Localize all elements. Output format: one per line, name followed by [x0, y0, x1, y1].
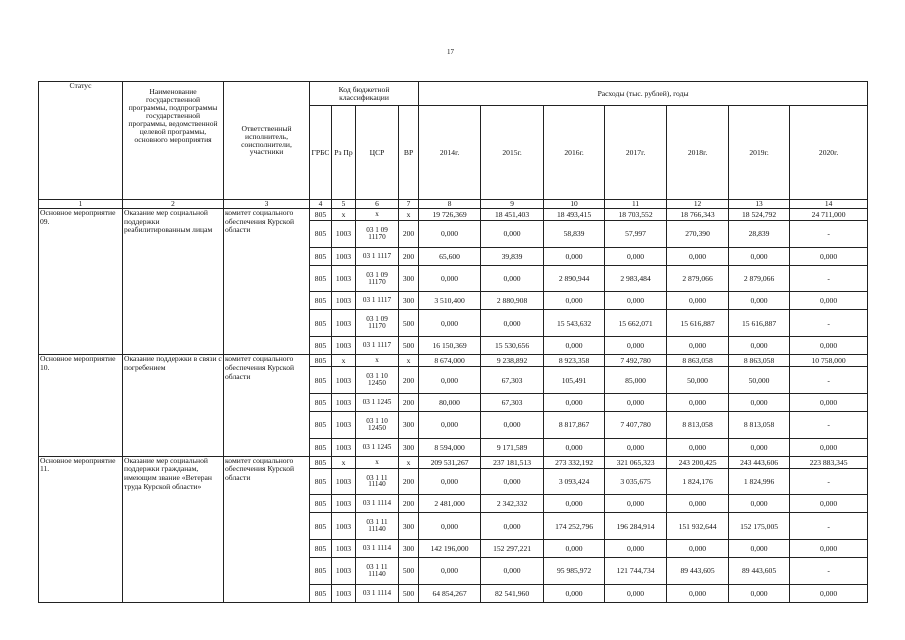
amount-cell: 18 703,552 — [605, 209, 667, 221]
grbs-cell: 805 — [310, 558, 332, 585]
amount-cell: 0,000 — [790, 292, 868, 310]
header-year: 2019г. — [729, 106, 790, 200]
amount-cell: 85,000 — [605, 367, 667, 394]
amount-cell: 15 616,887 — [729, 310, 790, 337]
amount-cell: 0,000 — [419, 513, 481, 540]
amount-cell: 223 883,345 — [790, 456, 868, 468]
grbs-cell: 805 — [310, 221, 332, 248]
header-csr: ЦСР — [356, 106, 399, 200]
amount-cell: 82 541,960 — [481, 584, 544, 602]
column-number: 3 — [224, 200, 310, 209]
amount-cell: 0,000 — [605, 292, 667, 310]
column-number: 8 — [419, 200, 481, 209]
amount-cell: 0,000 — [667, 540, 729, 558]
amount-cell: 0,000 — [544, 495, 605, 513]
column-number: 11 — [605, 200, 667, 209]
amount-cell: 0,000 — [605, 584, 667, 602]
header-year: 2020г. — [790, 106, 868, 200]
amount-cell: - — [790, 558, 868, 585]
rzpr-cell: х — [332, 209, 356, 221]
rzpr-cell: 1003 — [332, 584, 356, 602]
amount-cell: 0,000 — [605, 495, 667, 513]
vr-cell: 200 — [399, 367, 419, 394]
amount-cell: 0,000 — [419, 558, 481, 585]
grbs-cell: 805 — [310, 540, 332, 558]
amount-cell: 2 983,484 — [605, 265, 667, 292]
amount-cell: 0,000 — [790, 495, 868, 513]
amount-cell: 9 238,892 — [481, 355, 544, 367]
budget-table — [38, 81, 868, 603]
amount-cell: 0,000 — [790, 247, 868, 265]
header-year: 2017г. — [605, 106, 667, 200]
amount-cell: 67,303 — [481, 367, 544, 394]
amount-cell: 18 766,343 — [667, 209, 729, 221]
amount-cell: 0,000 — [605, 438, 667, 456]
status-cell: Основное мероприятие 10. — [39, 355, 123, 456]
vr-cell: 200 — [399, 393, 419, 411]
amount-cell: 18 451,403 — [481, 209, 544, 221]
amount-cell: 15 543,632 — [544, 310, 605, 337]
header-status: Статус — [39, 82, 123, 200]
vr-cell: 200 — [399, 247, 419, 265]
amount-cell: 24 711,000 — [790, 209, 868, 221]
grbs-cell: 805 — [310, 468, 332, 495]
grbs-cell: 805 — [310, 438, 332, 456]
vr-cell: 500 — [399, 310, 419, 337]
amount-cell: 64 854,267 — [419, 584, 481, 602]
amount-cell: 58,839 — [544, 221, 605, 248]
amount-cell: 0,000 — [667, 495, 729, 513]
csr-cell: 03 1 1114 — [356, 584, 399, 602]
amount-cell: 0,000 — [419, 310, 481, 337]
amount-cell: 0,000 — [481, 221, 544, 248]
amount-cell: 8 813,058 — [729, 411, 790, 438]
vr-cell: 300 — [399, 438, 419, 456]
column-number: 4 — [310, 200, 332, 209]
csr-cell: 03 1 09 11170 — [356, 310, 399, 337]
amount-cell: - — [790, 367, 868, 394]
amount-cell: 0,000 — [729, 540, 790, 558]
csr-cell: 03 1 1114 — [356, 495, 399, 513]
vr-cell: 300 — [399, 513, 419, 540]
amount-cell: 2 890,944 — [544, 265, 605, 292]
event-name-cell: Оказание мер социальной поддержки гражданам, имеющим звание «Ветеран труда Курской области» — [123, 456, 224, 602]
amount-cell: 2 880,908 — [481, 292, 544, 310]
amount-cell: 2 879,066 — [667, 265, 729, 292]
amount-cell: - — [790, 468, 868, 495]
amount-cell: 273 332,192 — [544, 456, 605, 468]
vr-cell: 200 — [399, 468, 419, 495]
amount-cell: 0,000 — [667, 584, 729, 602]
amount-cell: 0,000 — [605, 540, 667, 558]
vr-cell: 500 — [399, 558, 419, 585]
amount-cell: - — [790, 411, 868, 438]
executor-cell: комитет социального обеспечения Курской области — [224, 209, 310, 355]
vr-cell: 300 — [399, 265, 419, 292]
amount-cell: 243 443,606 — [729, 456, 790, 468]
header-executor: Ответственный исполнитель, соисполнители, участники — [224, 82, 310, 200]
amount-cell: 0,000 — [605, 393, 667, 411]
rzpr-cell: 1003 — [332, 221, 356, 248]
amount-cell: 0,000 — [729, 438, 790, 456]
grbs-cell: 805 — [310, 513, 332, 540]
rzpr-cell: 1003 — [332, 367, 356, 394]
status-cell: Основное мероприятие 09. — [39, 209, 123, 355]
amount-cell: 89 443,605 — [729, 558, 790, 585]
amount-cell: 0,000 — [790, 337, 868, 355]
amount-cell: 50,000 — [729, 367, 790, 394]
amount-cell: 8 863,058 — [729, 355, 790, 367]
csr-cell: 03 1 1114 — [356, 540, 399, 558]
amount-cell: 196 284,914 — [605, 513, 667, 540]
column-number: 9 — [481, 200, 544, 209]
csr-cell: 03 1 1117 — [356, 247, 399, 265]
amount-cell: 0,000 — [667, 438, 729, 456]
rzpr-cell: 1003 — [332, 468, 356, 495]
table-body — [39, 209, 868, 603]
amount-cell: 151 932,644 — [667, 513, 729, 540]
amount-cell: 0,000 — [729, 495, 790, 513]
csr-cell: 03 1 1245 — [356, 438, 399, 456]
amount-cell: 152 297,221 — [481, 540, 544, 558]
amount-cell: 3 035,675 — [605, 468, 667, 495]
amount-cell: 0,000 — [605, 247, 667, 265]
header-budget-code: Код бюджетной классификации — [310, 82, 419, 106]
amount-cell: 57,997 — [605, 221, 667, 248]
column-number: 14 — [790, 200, 868, 209]
rzpr-cell: 1003 — [332, 337, 356, 355]
amount-cell: 0,000 — [667, 393, 729, 411]
amount-cell: 8 813,058 — [667, 411, 729, 438]
amount-cell: 10 758,000 — [790, 355, 868, 367]
amount-cell: 0,000 — [544, 292, 605, 310]
csr-cell: 03 1 11 11140 — [356, 558, 399, 585]
column-number: 10 — [544, 200, 605, 209]
amount-cell: 15 530,656 — [481, 337, 544, 355]
column-number: 5 — [332, 200, 356, 209]
amount-cell: 0,000 — [729, 393, 790, 411]
grbs-cell: 805 — [310, 367, 332, 394]
amount-cell: 105,491 — [544, 367, 605, 394]
vr-cell: 500 — [399, 584, 419, 602]
amount-cell: 18 493,415 — [544, 209, 605, 221]
grbs-cell: 805 — [310, 209, 332, 221]
amount-cell: 1 824,176 — [667, 468, 729, 495]
amount-cell: 19 726,369 — [419, 209, 481, 221]
csr-cell: 03 1 09 11170 — [356, 221, 399, 248]
amount-cell: 0,000 — [729, 292, 790, 310]
amount-cell: 0,000 — [790, 540, 868, 558]
amount-cell: 0,000 — [419, 411, 481, 438]
amount-cell: - — [790, 221, 868, 248]
header-year: 2018г. — [667, 106, 729, 200]
amount-cell: 0,000 — [419, 221, 481, 248]
amount-cell: 0,000 — [667, 337, 729, 355]
vr-cell: х — [399, 209, 419, 221]
amount-cell: 0,000 — [729, 584, 790, 602]
amount-cell: 3 510,400 — [419, 292, 481, 310]
amount-cell: 0,000 — [481, 513, 544, 540]
amount-cell: 237 181,513 — [481, 456, 544, 468]
header-vr: ВР — [399, 106, 419, 200]
vr-cell: 300 — [399, 540, 419, 558]
header-rzpr: Рз Пр — [332, 106, 356, 200]
executor-cell: комитет социального обеспечения Курской области — [224, 456, 310, 602]
amount-cell: 0,000 — [544, 584, 605, 602]
csr-cell: 03 1 09 11170 — [356, 265, 399, 292]
amount-cell: 3 093,424 — [544, 468, 605, 495]
header-expenses: Расходы (тыс. рублей), годы — [419, 82, 868, 106]
amount-cell: 8 674,000 — [419, 355, 481, 367]
column-number: 2 — [123, 200, 224, 209]
header-year: 2016г. — [544, 106, 605, 200]
amount-cell: 1 824,996 — [729, 468, 790, 495]
grbs-cell: 805 — [310, 310, 332, 337]
column-number: 12 — [667, 200, 729, 209]
rzpr-cell: 1003 — [332, 247, 356, 265]
amount-cell: 0,000 — [419, 367, 481, 394]
amount-cell: 0,000 — [544, 438, 605, 456]
amount-cell: 0,000 — [544, 540, 605, 558]
amount-cell: 243 200,425 — [667, 456, 729, 468]
amount-cell: 89 443,605 — [667, 558, 729, 585]
amount-cell: 0,000 — [667, 292, 729, 310]
amount-cell: 270,390 — [667, 221, 729, 248]
amount-cell: 9 171,589 — [481, 438, 544, 456]
table-row — [39, 355, 868, 367]
amount-cell: 0,000 — [481, 468, 544, 495]
grbs-cell: 805 — [310, 337, 332, 355]
amount-cell: 15 616,887 — [667, 310, 729, 337]
rzpr-cell: 1003 — [332, 310, 356, 337]
vr-cell: х — [399, 355, 419, 367]
amount-cell: 0,000 — [419, 468, 481, 495]
rzpr-cell: 1003 — [332, 495, 356, 513]
amount-cell: 0,000 — [790, 393, 868, 411]
amount-cell: 0,000 — [481, 558, 544, 585]
grbs-cell: 805 — [310, 456, 332, 468]
rzpr-cell: 1003 — [332, 513, 356, 540]
amount-cell: 8 594,000 — [419, 438, 481, 456]
amount-cell: 0,000 — [729, 247, 790, 265]
header-grbs: ГРБС — [310, 106, 332, 200]
amount-cell: 0,000 — [790, 584, 868, 602]
amount-cell: 7 492,780 — [605, 355, 667, 367]
amount-cell: 0,000 — [481, 411, 544, 438]
csr-cell: 03 1 10 12450 — [356, 367, 399, 394]
amount-cell: 0,000 — [419, 265, 481, 292]
amount-cell: 28,839 — [729, 221, 790, 248]
amount-cell: 0,000 — [481, 310, 544, 337]
vr-cell: х — [399, 456, 419, 468]
amount-cell: 95 985,972 — [544, 558, 605, 585]
amount-cell: 0,000 — [729, 337, 790, 355]
grbs-cell: 805 — [310, 292, 332, 310]
executor-cell: комитет социального обеспечения Курской области — [224, 355, 310, 456]
amount-cell: 18 524,792 — [729, 209, 790, 221]
amount-cell: 0,000 — [605, 337, 667, 355]
rzpr-cell: х — [332, 355, 356, 367]
column-number: 7 — [399, 200, 419, 209]
rzpr-cell: 1003 — [332, 438, 356, 456]
amount-cell: 65,600 — [419, 247, 481, 265]
vr-cell: 200 — [399, 221, 419, 248]
grbs-cell: 805 — [310, 495, 332, 513]
page-number: 17 — [447, 48, 454, 56]
rzpr-cell: 1003 — [332, 411, 356, 438]
header-name: Наименование государственной программы, подпрограммы государственной программы, ведомственной целевой программы, основного мероприятия — [123, 82, 224, 200]
amount-cell: 0,000 — [544, 337, 605, 355]
grbs-cell: 805 — [310, 247, 332, 265]
amount-cell: 152 175,005 — [729, 513, 790, 540]
amount-cell: 8 817,867 — [544, 411, 605, 438]
column-number: 13 — [729, 200, 790, 209]
amount-cell: 16 150,369 — [419, 337, 481, 355]
amount-cell: 0,000 — [790, 438, 868, 456]
amount-cell: 209 531,267 — [419, 456, 481, 468]
vr-cell: 200 — [399, 495, 419, 513]
header-year: 2015г. — [481, 106, 544, 200]
table-row — [39, 209, 868, 221]
csr-cell: х — [356, 456, 399, 468]
event-name-cell: Оказание поддержки в связи с погребением — [123, 355, 224, 456]
amount-cell: 142 196,000 — [419, 540, 481, 558]
rzpr-cell: 1003 — [332, 558, 356, 585]
csr-cell: х — [356, 355, 399, 367]
header-year: 2014г. — [419, 106, 481, 200]
amount-cell: 50,000 — [667, 367, 729, 394]
csr-cell: 03 1 1117 — [356, 337, 399, 355]
csr-cell: х — [356, 209, 399, 221]
rzpr-cell: 1003 — [332, 540, 356, 558]
amount-cell: 121 744,734 — [605, 558, 667, 585]
rzpr-cell: 1003 — [332, 265, 356, 292]
amount-cell: 15 662,071 — [605, 310, 667, 337]
csr-cell: 03 1 10 12450 — [356, 411, 399, 438]
amount-cell: 2 481,000 — [419, 495, 481, 513]
amount-cell: 0,000 — [667, 247, 729, 265]
grbs-cell: 805 — [310, 355, 332, 367]
csr-cell: 03 1 1245 — [356, 393, 399, 411]
amount-cell: 0,000 — [544, 393, 605, 411]
amount-cell: 2 342,332 — [481, 495, 544, 513]
vr-cell: 500 — [399, 337, 419, 355]
rzpr-cell: х — [332, 456, 356, 468]
amount-cell: 174 252,796 — [544, 513, 605, 540]
rzpr-cell: 1003 — [332, 393, 356, 411]
amount-cell: 7 407,780 — [605, 411, 667, 438]
amount-cell: - — [790, 310, 868, 337]
amount-cell: 0,000 — [481, 265, 544, 292]
event-name-cell: Оказание мер социальной поддержки реабилитированным лицам — [123, 209, 224, 355]
amount-cell: 80,000 — [419, 393, 481, 411]
column-number: 1 — [39, 200, 123, 209]
grbs-cell: 805 — [310, 265, 332, 292]
vr-cell: 300 — [399, 411, 419, 438]
grbs-cell: 805 — [310, 411, 332, 438]
grbs-cell: 805 — [310, 393, 332, 411]
amount-cell: 8 863,058 — [667, 355, 729, 367]
amount-cell: 2 879,066 — [729, 265, 790, 292]
csr-cell: 03 1 1117 — [356, 292, 399, 310]
amount-cell: 8 923,358 — [544, 355, 605, 367]
column-number: 6 — [356, 200, 399, 209]
vr-cell: 300 — [399, 292, 419, 310]
rzpr-cell: 1003 — [332, 292, 356, 310]
amount-cell: - — [790, 513, 868, 540]
table-row — [39, 456, 868, 468]
status-cell: Основное мероприятие 11. — [39, 456, 123, 602]
amount-cell: 0,000 — [544, 247, 605, 265]
grbs-cell: 805 — [310, 584, 332, 602]
csr-cell: 03 1 11 11140 — [356, 513, 399, 540]
amount-cell: - — [790, 265, 868, 292]
amount-cell: 39,839 — [481, 247, 544, 265]
amount-cell: 321 065,323 — [605, 456, 667, 468]
amount-cell: 67,303 — [481, 393, 544, 411]
csr-cell: 03 1 11 11140 — [356, 468, 399, 495]
